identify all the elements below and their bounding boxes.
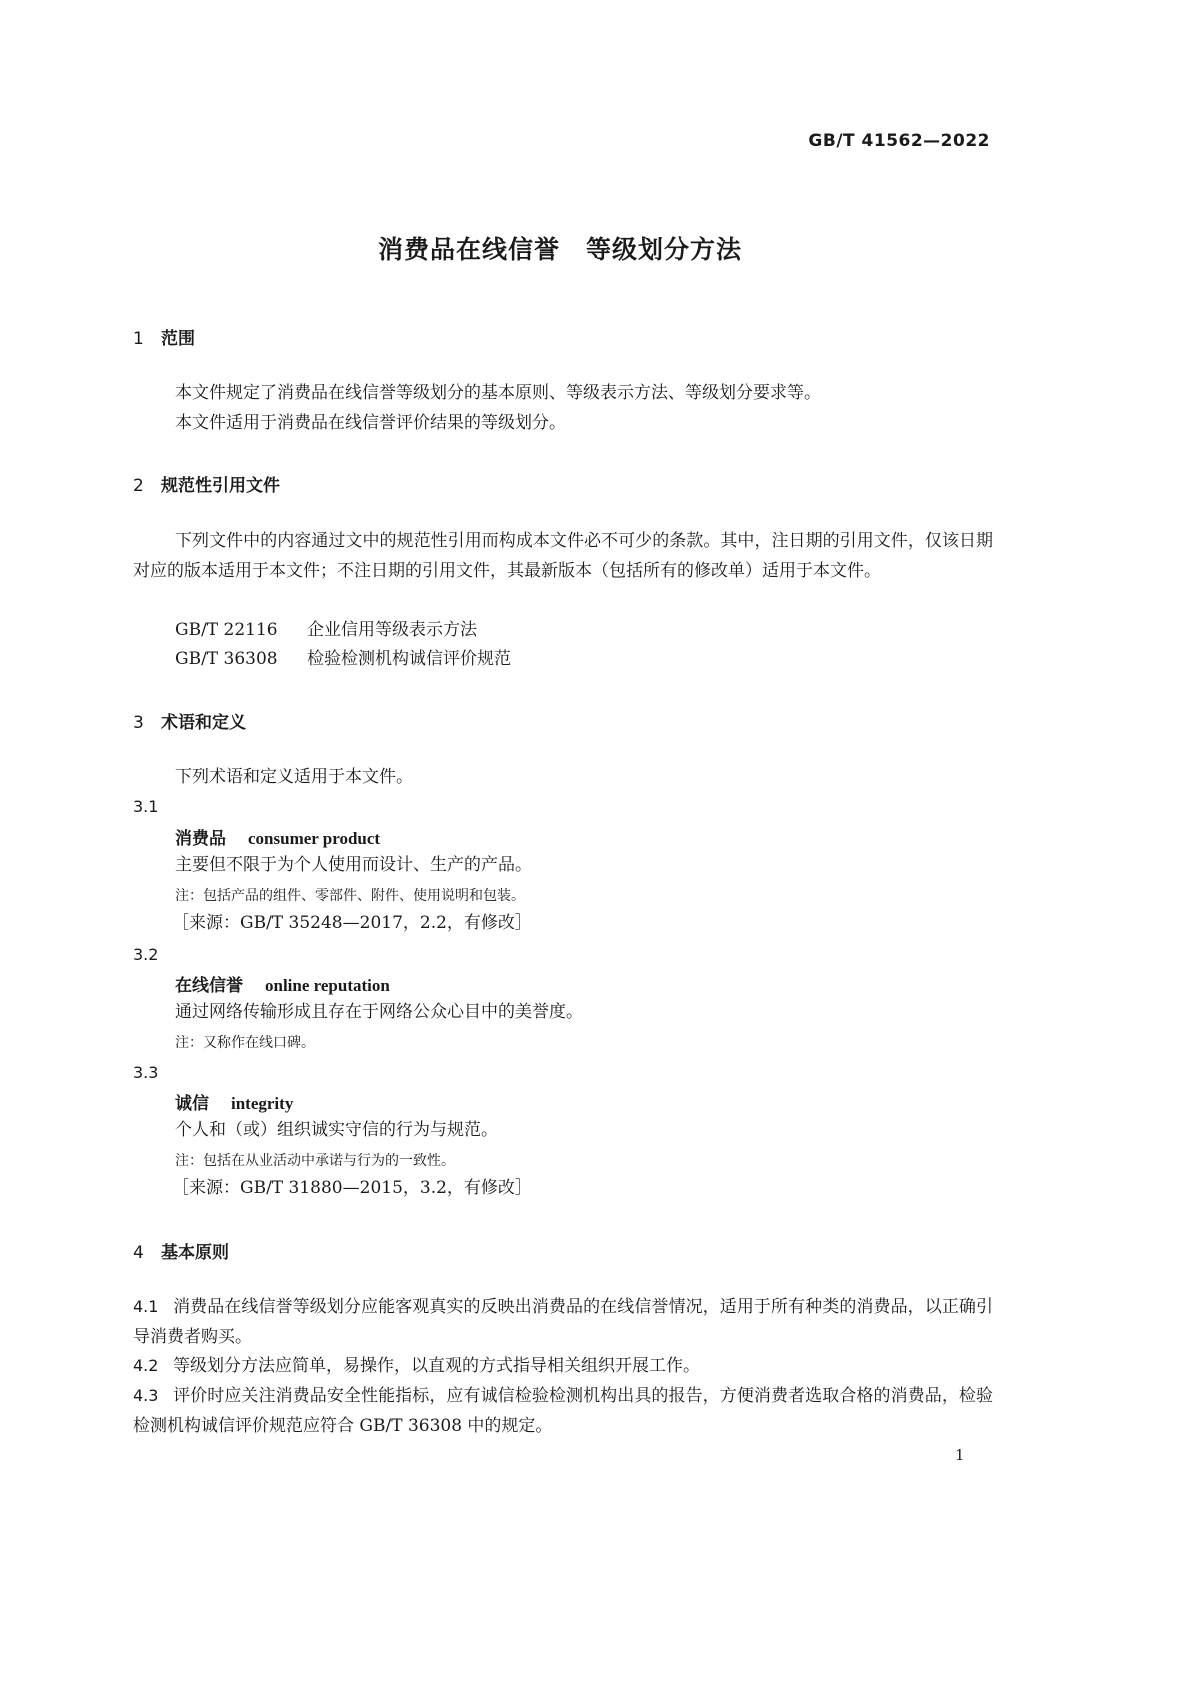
page-number: 1 [955, 1446, 965, 1464]
term-en: consumer product [248, 829, 381, 848]
paragraph: 下列文件中的内容通过文中的规范性引用而构成本文件必不可少的条款。其中，注日期的引用文件，仅该日期对应的版本适用于本文件；不注日期的引用文件，其最新版本（包括所有的修改单）适用于本文件。 [133, 531, 993, 581]
reference-code: GB/T 36308 [175, 649, 278, 669]
term-number: 3.3 [133, 1063, 159, 1082]
section-1-heading [133, 324, 195, 349]
term-source: ［来源：GB/T 31880—2015，3.2，有修改］ [172, 1178, 532, 1198]
term-number: 3.1 [133, 797, 159, 816]
term-entry [175, 971, 390, 996]
section-title: 术语和定义 [161, 713, 246, 733]
section-number: 4 [133, 1243, 144, 1263]
reference-title: 企业信用等级表示方法 [307, 620, 477, 640]
item-number: 4.3 [133, 1386, 159, 1405]
paragraph: 本文件规定了消费品在线信誉等级划分的基本原则、等级表示方法、等级划分要求等。 [175, 383, 821, 403]
term-definition: 个人和（或）组织诚实守信的行为与规范。 [175, 1120, 498, 1140]
section-2-heading [133, 471, 280, 496]
item-number: 4.1 [133, 1297, 159, 1316]
document-code: GB/T 41562—2022 [808, 131, 990, 151]
term-zh: 消费品 [175, 829, 226, 849]
reference-title: 检验检测机构诚信评价规范 [307, 649, 511, 669]
term-en: integrity [231, 1094, 294, 1113]
section-title: 范围 [161, 329, 195, 349]
section-3-heading [133, 708, 246, 733]
paragraph: 本文件适用于消费品在线信誉评价结果的等级划分。 [175, 413, 566, 433]
term-note: 注：包括在从业活动中承诺与行为的一致性。 [175, 1153, 455, 1169]
term-source: ［来源：GB/T 35248—2017，2.2，有修改］ [172, 913, 532, 933]
paragraph: 下列术语和定义适用于本文件。 [175, 767, 413, 787]
section-number: 2 [133, 476, 144, 496]
section-number: 3 [133, 713, 144, 733]
term-note: 注：包括产品的组件、零部件、附件、使用说明和包装。 [175, 888, 525, 904]
item-text: 等级划分方法应简单，易操作，以直观的方式指导相关组织开展工作。 [173, 1356, 700, 1376]
reference-code: GB/T 22116 [175, 620, 278, 640]
term-definition: 主要但不限于为个人使用而设计、生产的产品。 [175, 855, 532, 875]
section-4-heading [133, 1238, 229, 1263]
section-title: 基本原则 [161, 1243, 229, 1263]
term-zh: 在线信誉 [175, 976, 243, 996]
term-zh: 诚信 [175, 1094, 209, 1114]
normative-reference [175, 615, 477, 645]
item-text: 评价时应关注消费品安全性能指标，应有诚信检验检测机构出具的报告，方便消费者选取合格的消费品，检验检测机构诚信评价规范应符合 GB/T 36308 中的规定。 [133, 1386, 993, 1436]
item-text: 消费品在线信誉等级划分应能客观真实的反映出消费品的在线信誉情况，适用于所有种类的消费品，以正确引导消费者购买。 [133, 1297, 993, 1347]
section-number: 1 [133, 329, 144, 349]
term-number: 3.2 [133, 945, 159, 964]
page-title: 消费品在线信誉 等级划分方法 [377, 235, 742, 264]
term-entry [175, 824, 380, 849]
normative-reference [175, 644, 511, 674]
section-title: 规范性引用文件 [161, 476, 280, 496]
principle-item [133, 1381, 993, 1441]
item-number: 4.2 [133, 1356, 159, 1375]
principle-item [133, 1351, 993, 1381]
term-note: 注：又称作在线口碑。 [175, 1035, 315, 1051]
term-entry [175, 1089, 293, 1114]
term-en: online reputation [265, 976, 390, 995]
principle-item [133, 1292, 993, 1352]
term-definition: 通过网络传输形成且存在于网络公众心目中的美誉度。 [175, 1002, 583, 1022]
